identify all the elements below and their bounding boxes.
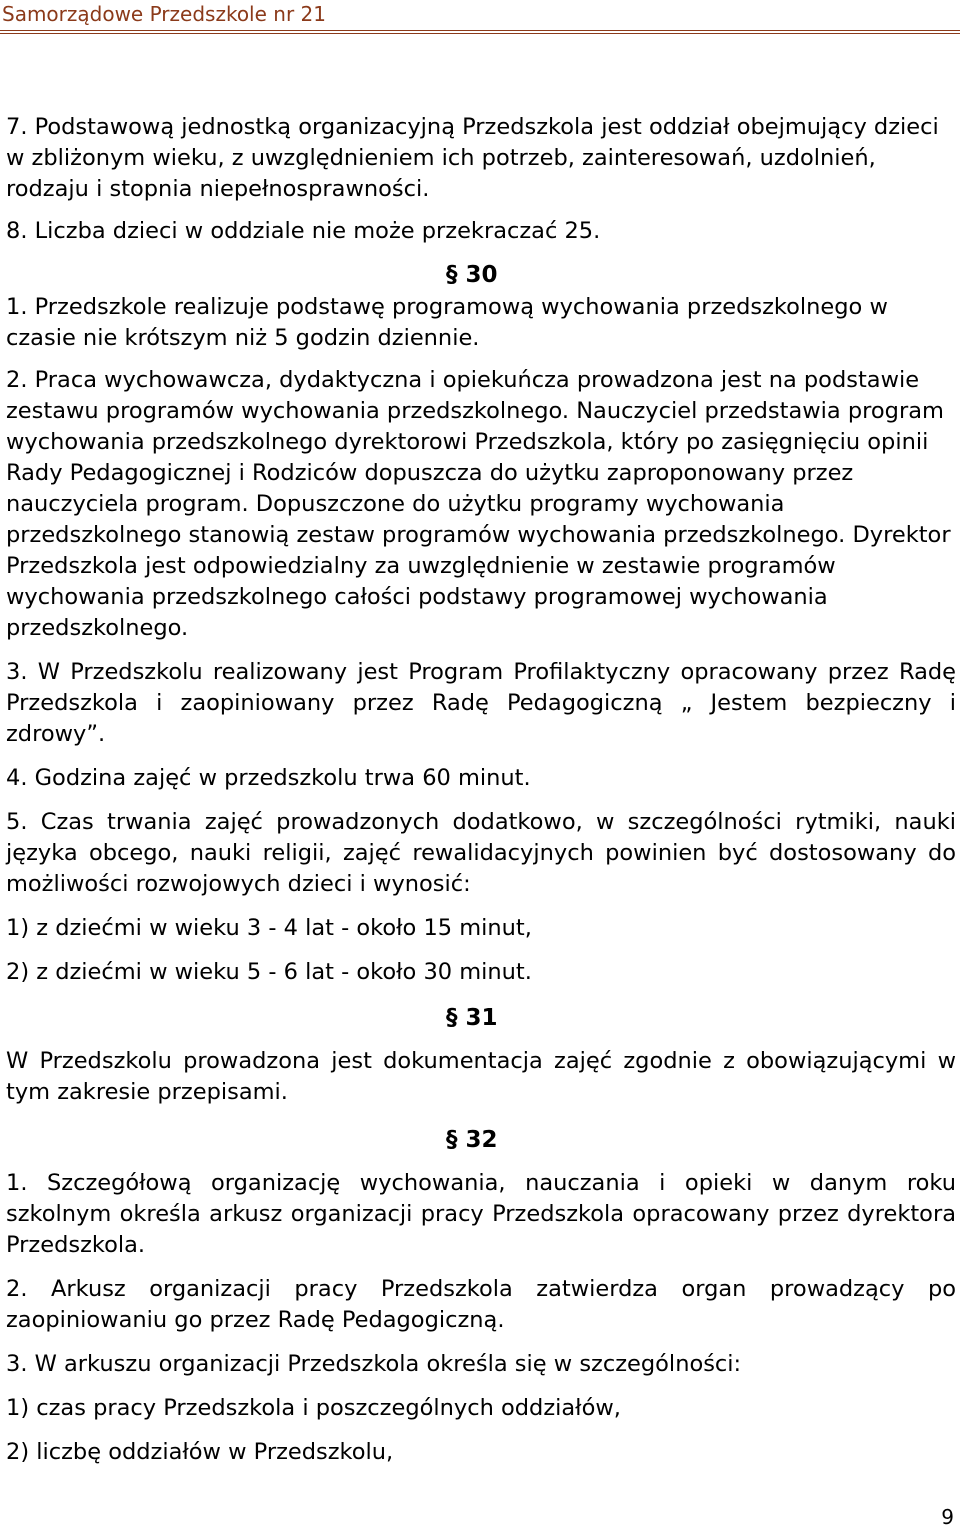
paragraph-8: 8. Liczba dzieci w oddziale nie może przekraczać 25. bbox=[6, 218, 601, 244]
section-30-point-3: 3. W Przedszkolu realizowany jest Program Profilaktyczny opracowany przez Radę Przedszkola i zaopiniowany przez Radę Pedagogiczną „ Jestem bezpieczny i zdrowy”. bbox=[6, 659, 956, 747]
section-31-text: W Przedszkolu prowadzona jest dokumentacja zajęć zgodnie z obowiązującymi w tym zakresie przepisami. bbox=[6, 1048, 956, 1105]
section-30-point-2: 2. Praca wychowawcza, dydaktyczna i opiekuńcza prowadzona jest na podstawie zestawu programów wychowania przedszkolnego. Nauczyciel przedstawia program wychowania przedszkolnego dyrektorowi Przedszkola, który po zasięgnięciu opinii Rady Pedagogicznej i Rodziców dopuszcza do użytku zaproponowany przez nauczyciela program. Dopuszczone do użytku programy wychowania przedszkolnego stanowią zestaw programów wychowania przedszkolnego. Dyrektor Przedszkola jest odpowiedzialny za uwzględnienie w zestawie programów wychowania przedszkolnego całości podstawy programowej wychowania przedszkolnego. bbox=[6, 367, 951, 641]
section-30-point-4: 4. Godzina zajęć w przedszkolu trwa 60 minut. bbox=[6, 765, 531, 791]
paragraph-7: 7. Podstawową jednostką organizacyjną Przedszkola jest oddział obejmujący dzieci w zbliżonym wieku, z uwzględnieniem ich potrzeb, zainteresowań, uzdolnień, rodzaju i stopnia niepełnosprawności. bbox=[6, 114, 939, 202]
section-32-point-3: 3. W arkuszu organizacji Przedszkola określa się w szczególności: bbox=[6, 1351, 742, 1377]
page-number: 9 bbox=[941, 1505, 954, 1529]
section-heading-32: § 32 bbox=[446, 1127, 498, 1153]
header-rule bbox=[0, 30, 960, 34]
section-30-point-5-item-1: 1) z dziećmi w wieku 3 - 4 lat - około 15 minut, bbox=[6, 915, 532, 941]
document-body bbox=[6, 112, 956, 1468]
page-header bbox=[0, 0, 960, 34]
header-title: Samorządowe Przedszkole nr 21 bbox=[2, 2, 326, 26]
section-32-point-3-item-1: 1) czas pracy Przedszkola i poszczególnych oddziałów, bbox=[6, 1395, 621, 1421]
section-32-point-1: 1. Szczegółową organizację wychowania, nauczania i opieki w danym roku szkolnym określa arkusz organizacji pracy Przedszkola opracowany przez dyrektora Przedszkola. bbox=[6, 1170, 956, 1258]
section-30-point-5: 5. Czas trwania zajęć prowadzonych dodatkowo, w szczególności rytmiki, nauki języka obcego, nauki religii, zajęć rewalidacyjnych powinien być dostosowany do możliwości rozwojowych dzieci i wynosić: bbox=[6, 809, 956, 897]
section-30-point-1: 1. Przedszkole realizuje podstawę programową wychowania przedszkolnego w czasie nie krótszym niż 5 godzin dziennie. bbox=[6, 294, 888, 351]
section-heading-31: § 31 bbox=[446, 1005, 498, 1031]
section-30-point-5-item-2: 2) z dziećmi w wieku 5 - 6 lat - około 30 minut. bbox=[6, 959, 532, 985]
section-32-point-2: 2. Arkusz organizacji pracy Przedszkola zatwierdza organ prowadzący po zaopiniowaniu go przez Radę Pedagogiczną. bbox=[6, 1276, 956, 1333]
section-heading-30: § 30 bbox=[446, 262, 498, 288]
section-32-point-3-item-2: 2) liczbę oddziałów w Przedszkolu, bbox=[6, 1439, 394, 1465]
